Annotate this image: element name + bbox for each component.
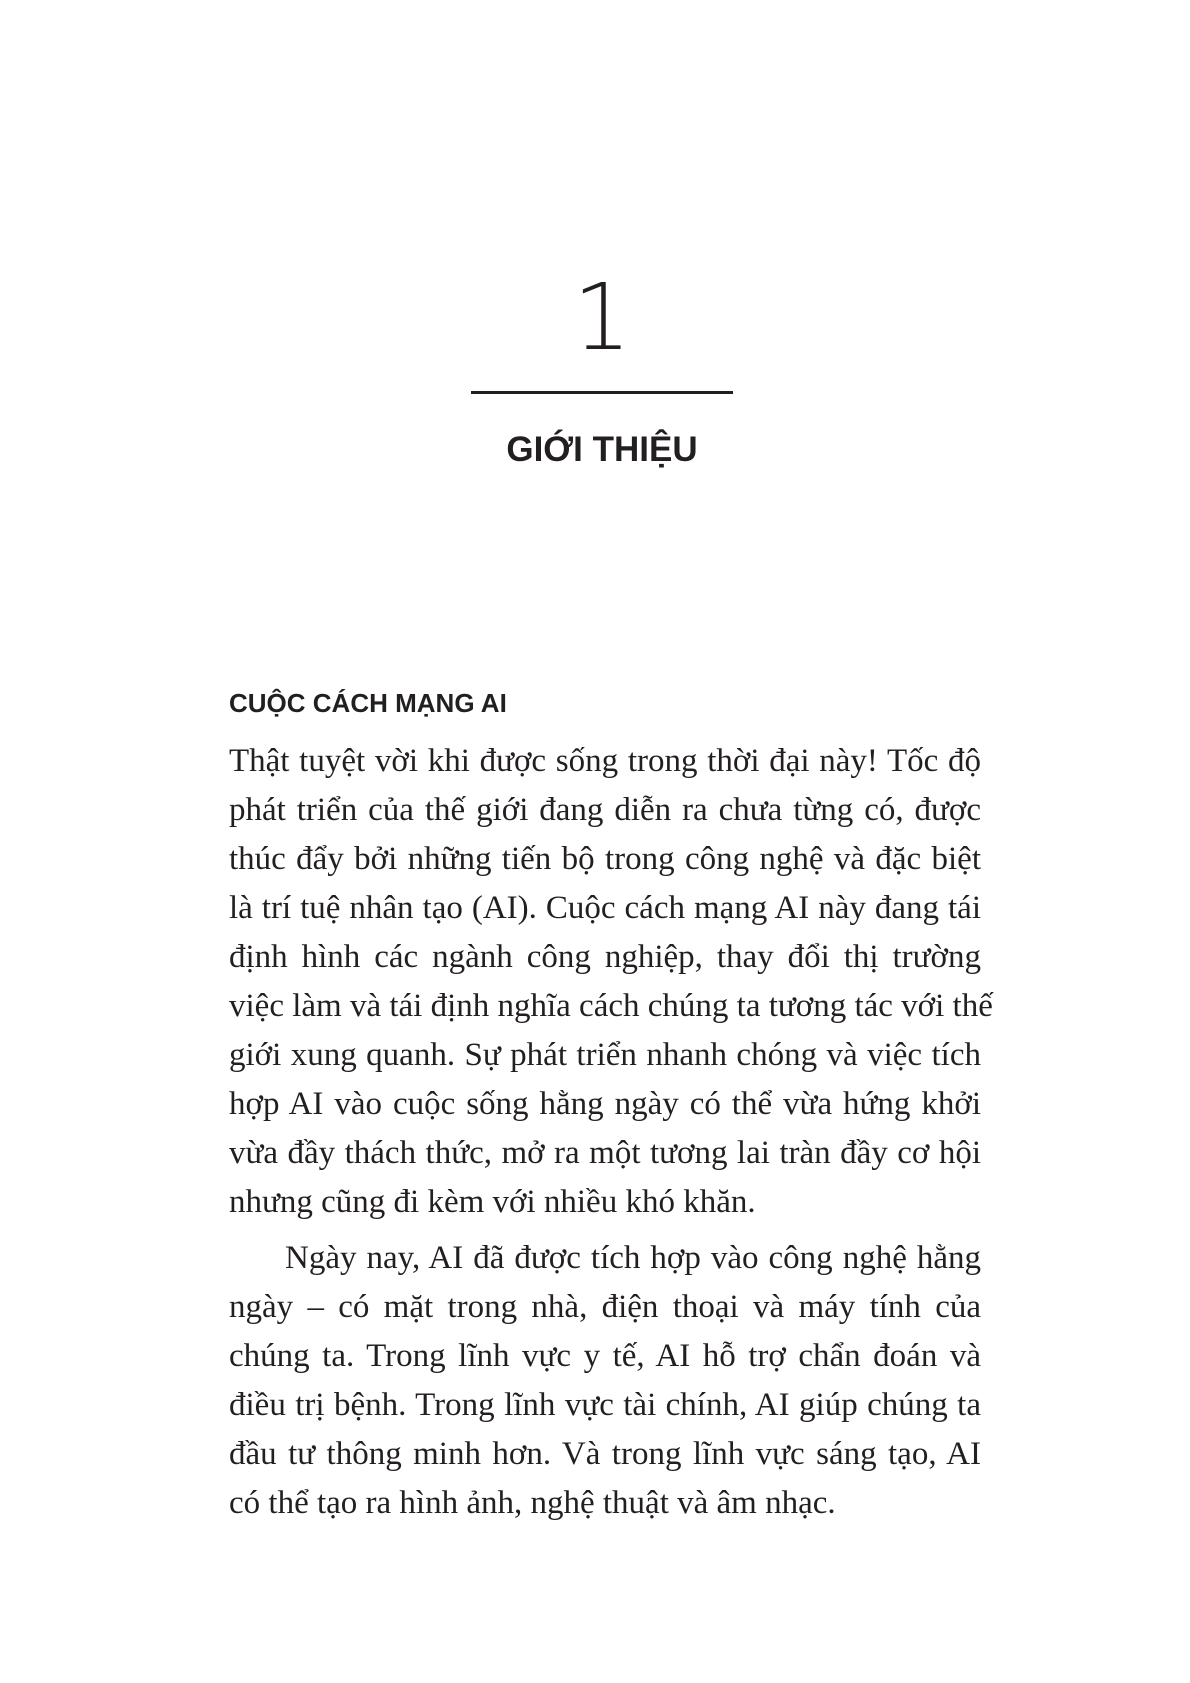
text-line: Ngày nay, AI đã được tích hợp vào công nghệ hằng [285, 1240, 981, 1276]
text-line: thúc đẩy bởi những tiến bộ trong công nghệ và đặc biệt [229, 841, 981, 877]
text-line: giới xung quanh. Sự phát triển nhanh chóng và việc tích [229, 1037, 981, 1073]
text-line: ngày – có mặt trong nhà, điện thoại và máy tính của [229, 1289, 981, 1325]
section-heading: CUỘC CÁCH MẠNG AI [229, 688, 507, 718]
text-line: phát triển của thế giới đang diễn ra chưa từng có, được [229, 792, 981, 828]
text-line: đầu tư thông minh hơn. Và trong lĩnh vực sáng tạo, AI [229, 1436, 981, 1472]
text-line: vừa đầy thách thức, mở ra một tương lai tràn đầy cơ hội [229, 1135, 981, 1171]
text-line: là trí tuệ nhân tạo (AI). Cuộc cách mạng AI này đang tái [229, 890, 981, 926]
text-line: điều trị bệnh. Trong lĩnh vực tài chính, AI giúp chúng ta [229, 1387, 981, 1423]
text-line: nhưng cũng đi kèm với nhiều khó khăn. [229, 1184, 756, 1220]
chapter-divider [471, 391, 733, 394]
text-line: hợp AI vào cuộc sống hằng ngày có thể vừa hứng khởi [229, 1086, 981, 1122]
chapter-title: GIỚI THIỆU [506, 430, 698, 469]
paragraph-2 [229, 1234, 981, 1528]
text-line: có thể tạo ra hình ảnh, nghệ thuật và âm nhạc. [229, 1485, 836, 1521]
text-line: Thật tuyệt vời khi được sống trong thời đại này! Tốc độ [229, 743, 981, 779]
chapter-number: 1 [572, 264, 632, 371]
text-line: chúng ta. Trong lĩnh vực y tế, AI hỗ trợ chẩn đoán và [229, 1338, 981, 1374]
text-line: việc làm và tái định nghĩa cách chúng ta tương tác với thế [229, 988, 993, 1024]
paragraph-1 [229, 737, 993, 1227]
text-line: định hình các ngành công nghiệp, thay đổi thị trường [229, 939, 981, 975]
